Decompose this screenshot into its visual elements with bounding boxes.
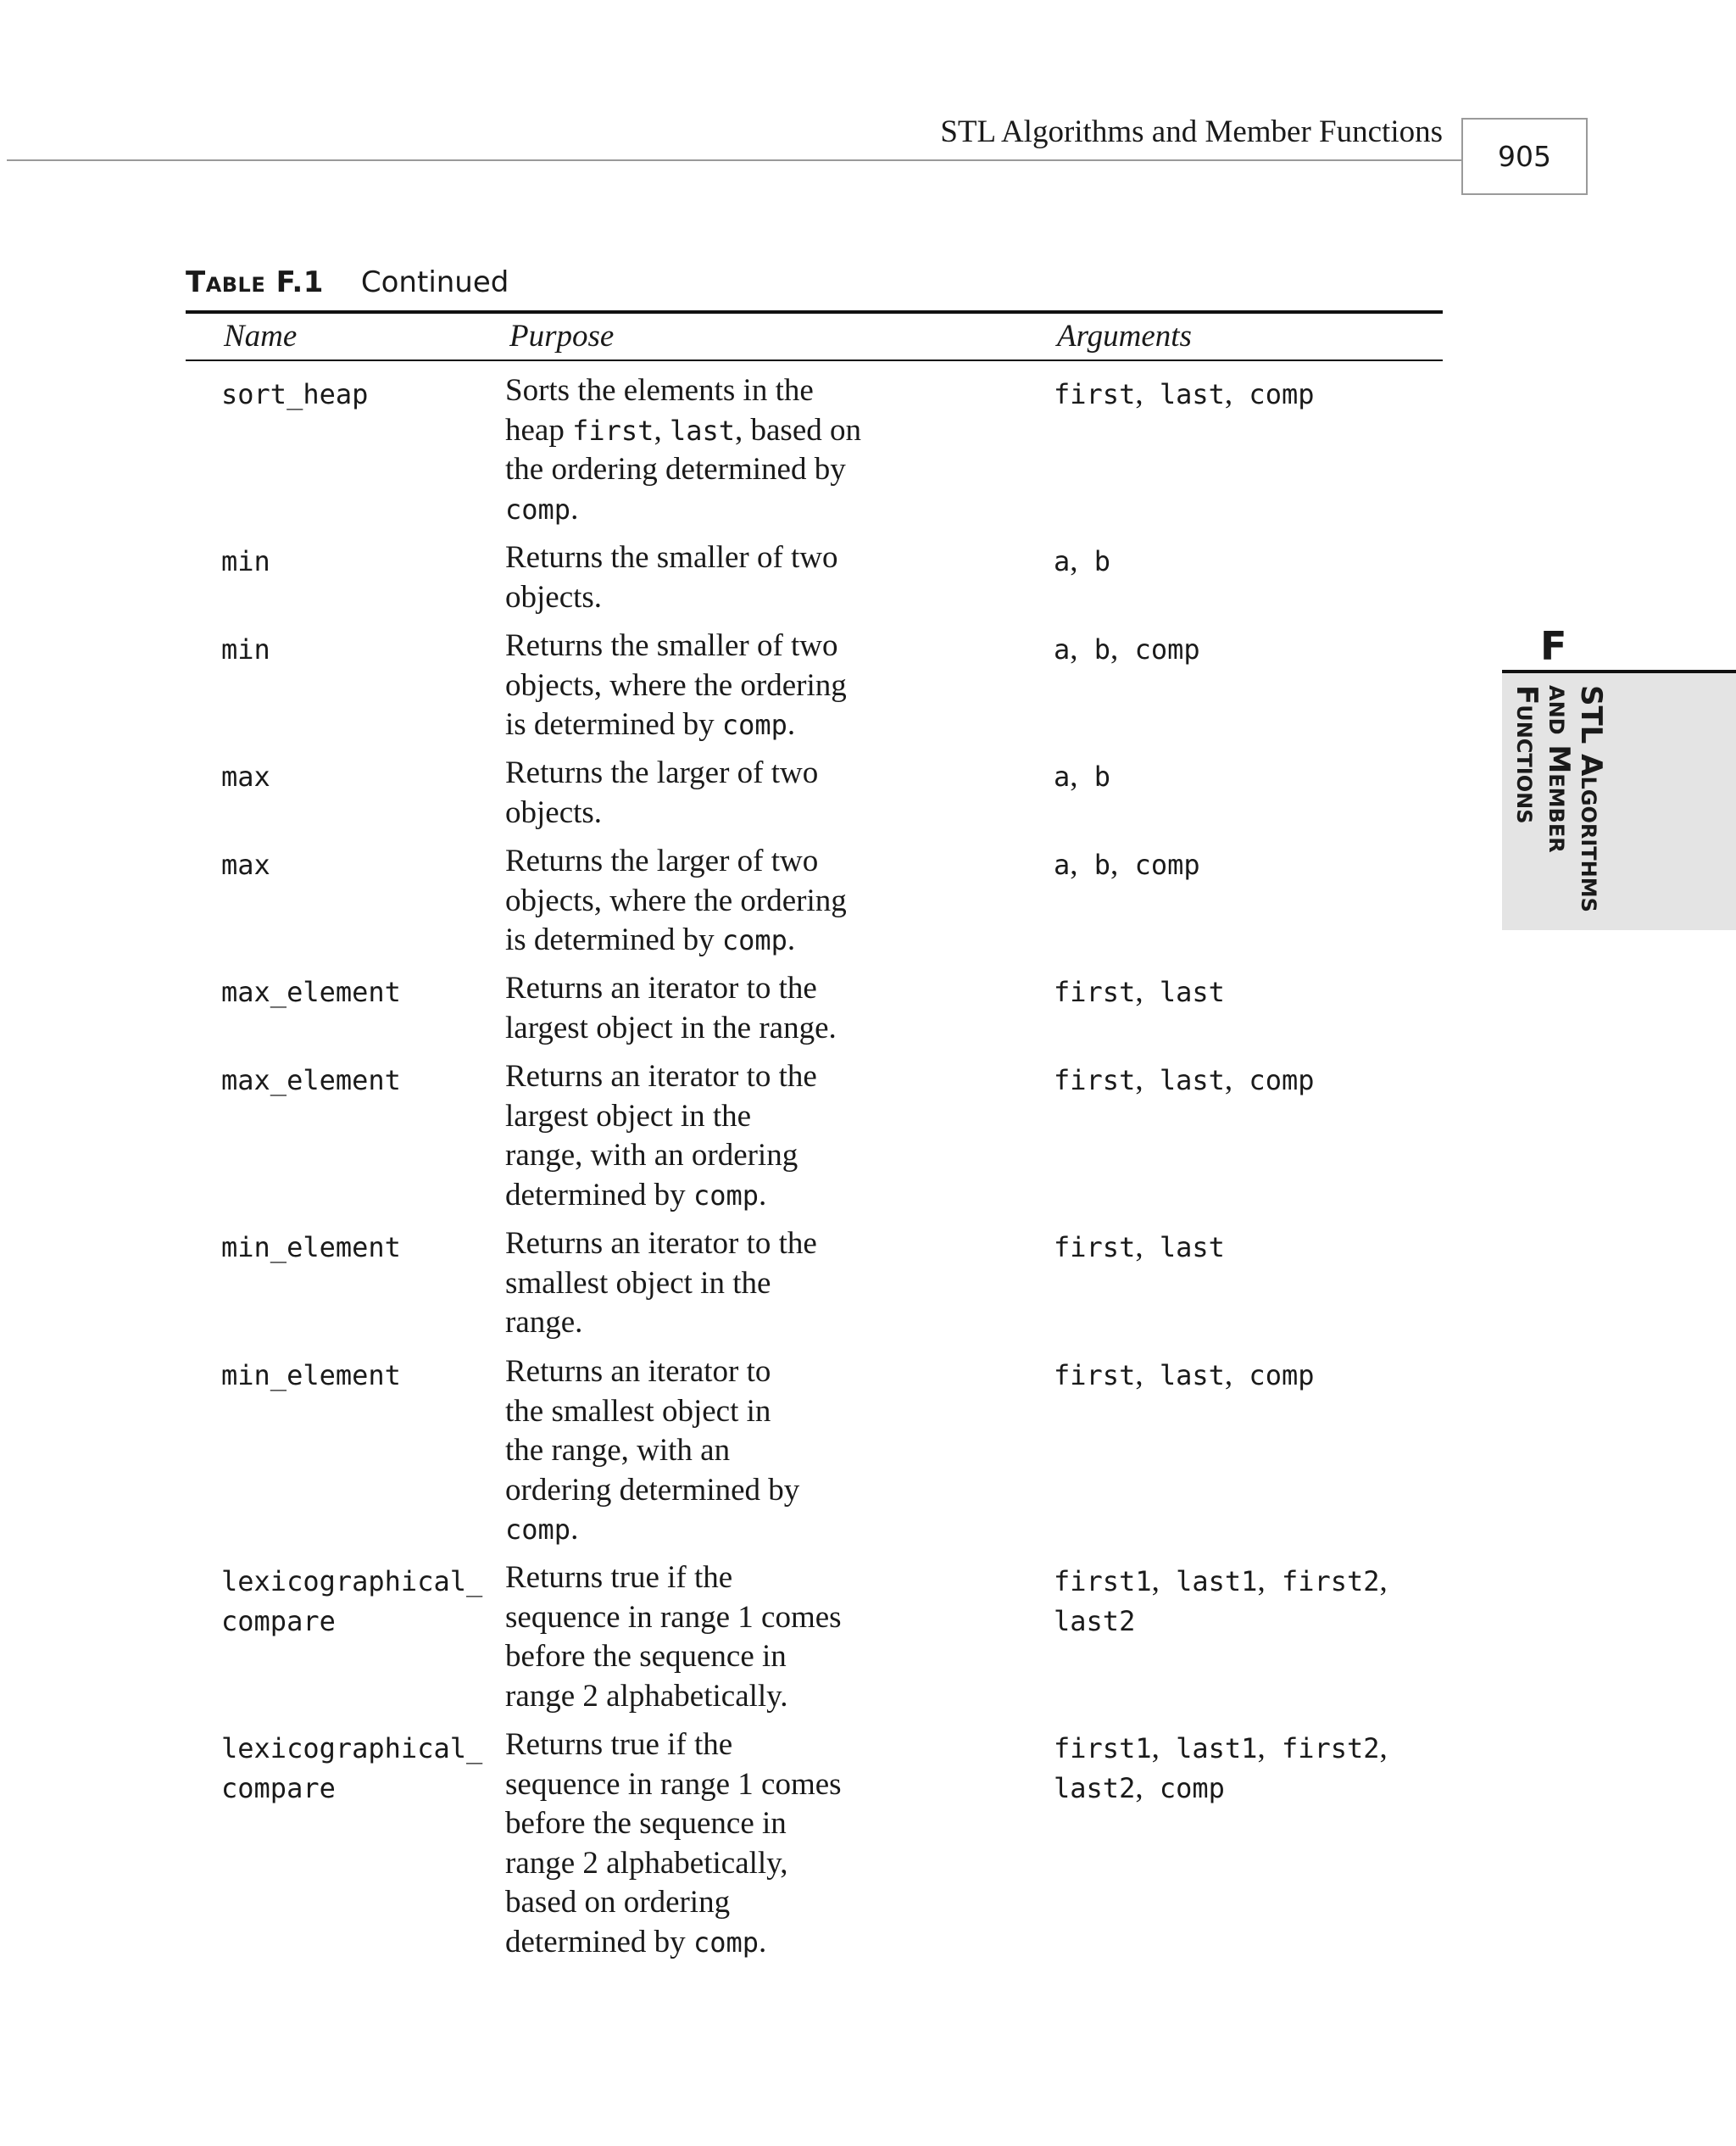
function-purpose bbox=[505, 538, 838, 617]
function-arguments bbox=[1054, 630, 1200, 670]
header-purpose: Purpose bbox=[509, 319, 615, 354]
inline-code: comp bbox=[721, 924, 787, 957]
function-purpose bbox=[505, 1725, 842, 1963]
thumb-tab-line: and Member bbox=[1542, 685, 1576, 853]
function-name: min_element bbox=[221, 1231, 401, 1263]
inline-code: first bbox=[572, 414, 654, 447]
function-name: sort_heap bbox=[221, 378, 369, 410]
function-purpose bbox=[505, 969, 837, 1048]
table-label: Table F.1 bbox=[186, 265, 324, 299]
function-arguments bbox=[1054, 1562, 1388, 1641]
table-caption-text: Continued bbox=[360, 265, 509, 299]
purpose-line: before the sequence in bbox=[505, 1639, 787, 1675]
inline-code: last bbox=[669, 414, 735, 447]
function-arguments bbox=[1054, 845, 1200, 885]
purpose-line: objects, where the ordering bbox=[505, 667, 847, 703]
function-arguments bbox=[1054, 1356, 1314, 1396]
running-head: STL Algorithms and Member Functions bbox=[940, 114, 1443, 149]
purpose-line: heap first, last, based on bbox=[505, 412, 861, 448]
function-arguments bbox=[1054, 1729, 1388, 1808]
thumb-tab-line: STL Algorithms bbox=[1574, 685, 1608, 912]
arguments-line: a, b, comp bbox=[1054, 847, 1200, 882]
purpose-line: Sorts the elements in the bbox=[505, 373, 814, 408]
purpose-line: objects. bbox=[505, 794, 603, 830]
function-purpose bbox=[505, 1224, 817, 1343]
arguments-line: first, last, comp bbox=[1054, 1357, 1315, 1392]
purpose-line: is determined by comp. bbox=[505, 923, 796, 958]
function-arguments bbox=[1054, 1228, 1225, 1268]
purpose-line: determined by comp. bbox=[505, 1924, 767, 1959]
purpose-line: largest object in the bbox=[505, 1098, 752, 1134]
function-purpose bbox=[505, 627, 847, 745]
inline-code: comp bbox=[693, 1926, 759, 1959]
purpose-line: Returns the smaller of two bbox=[505, 628, 838, 663]
purpose-line: the smallest object in bbox=[505, 1393, 771, 1429]
purpose-line: the range, with an bbox=[505, 1433, 731, 1469]
purpose-line: sequence in range 1 comes bbox=[505, 1766, 842, 1802]
purpose-line: range, with an ordering bbox=[505, 1138, 798, 1173]
purpose-line: Returns the larger of two bbox=[505, 755, 819, 790]
arguments-line: first, last bbox=[1054, 1229, 1225, 1264]
arguments-line: first1, last1, first2, bbox=[1054, 1731, 1388, 1765]
purpose-line: objects, where the ordering bbox=[505, 883, 847, 918]
function-name: max bbox=[221, 761, 270, 793]
purpose-line: Returns an iterator to the bbox=[505, 1226, 817, 1261]
purpose-line: range 2 alphabetically. bbox=[505, 1678, 788, 1714]
header-name: Name bbox=[224, 319, 298, 354]
function-name: lexicographical_ compare bbox=[221, 1565, 483, 1637]
purpose-line: determined by comp. bbox=[505, 1177, 767, 1212]
purpose-line: Returns true if the bbox=[505, 1727, 733, 1762]
purpose-line: largest object in the range. bbox=[505, 1010, 837, 1045]
purpose-line: before the sequence in bbox=[505, 1806, 787, 1842]
arguments-line: first, last bbox=[1054, 974, 1225, 1009]
purpose-line: is determined by comp. bbox=[505, 707, 796, 743]
arguments-line: last2, comp bbox=[1054, 1770, 1225, 1805]
function-arguments bbox=[1054, 973, 1225, 1012]
purpose-line: range. bbox=[505, 1305, 583, 1341]
function-purpose bbox=[505, 1352, 799, 1550]
function-purpose bbox=[505, 371, 861, 529]
function-purpose bbox=[505, 754, 818, 833]
arguments-line: a, b, comp bbox=[1054, 632, 1200, 666]
arguments-line: a, b bbox=[1054, 759, 1111, 794]
function-arguments bbox=[1054, 542, 1110, 582]
function-name: max_element bbox=[221, 1064, 401, 1096]
purpose-line: Returns an iterator to the bbox=[505, 1059, 817, 1094]
purpose-line: Returns the larger of two bbox=[505, 844, 819, 878]
arguments-line: last2 bbox=[1054, 1604, 1136, 1637]
function-purpose bbox=[505, 842, 847, 961]
purpose-line: comp. bbox=[505, 1512, 579, 1547]
function-name: min bbox=[221, 633, 270, 666]
table-caption bbox=[186, 265, 509, 299]
purpose-line: range 2 alphabetically, bbox=[505, 1845, 788, 1881]
purpose-line: Returns an iterator to the bbox=[505, 971, 817, 1006]
inline-code: comp bbox=[693, 1179, 759, 1212]
purpose-line: smallest object in the bbox=[505, 1265, 771, 1301]
thumb-tab-letter: F bbox=[1540, 623, 1567, 669]
inline-code: comp bbox=[721, 709, 787, 742]
header-rule bbox=[7, 159, 1461, 161]
function-purpose bbox=[505, 1558, 842, 1716]
function-arguments bbox=[1054, 375, 1314, 415]
purpose-line: sequence in range 1 comes bbox=[505, 1599, 842, 1635]
purpose-line: comp. bbox=[505, 491, 579, 527]
purpose-line: objects. bbox=[505, 579, 603, 615]
thumb-tab-text bbox=[1511, 685, 1607, 912]
function-name: lexicographical_ compare bbox=[221, 1732, 483, 1804]
table-header-rule bbox=[186, 360, 1443, 361]
header-arguments: Arguments bbox=[1057, 319, 1192, 354]
purpose-line: Returns true if the bbox=[505, 1560, 733, 1595]
function-name: max_element bbox=[221, 976, 401, 1008]
thumb-tab-rule bbox=[1502, 670, 1736, 673]
function-name: min_element bbox=[221, 1359, 401, 1391]
function-name: max bbox=[221, 849, 270, 881]
purpose-line: ordering determined by bbox=[505, 1472, 800, 1508]
inline-code: comp bbox=[505, 1513, 571, 1547]
function-name: min bbox=[221, 545, 270, 577]
arguments-line: first1, last1, first2, bbox=[1054, 1564, 1388, 1598]
page-number: 905 bbox=[1461, 118, 1588, 195]
table-top-rule bbox=[186, 310, 1443, 314]
inline-code: comp bbox=[505, 493, 571, 526]
function-arguments bbox=[1054, 1061, 1314, 1101]
arguments-line: a, b bbox=[1054, 543, 1111, 578]
function-arguments bbox=[1054, 757, 1110, 797]
function-purpose bbox=[505, 1057, 817, 1215]
purpose-line: Returns an iterator to bbox=[505, 1354, 771, 1389]
purpose-line: based on ordering bbox=[505, 1885, 731, 1920]
purpose-line: Returns the smaller of two bbox=[505, 540, 838, 575]
thumb-tab-line: Functions bbox=[1510, 685, 1544, 824]
purpose-line: the ordering determined by bbox=[505, 452, 846, 488]
arguments-line: first, last, comp bbox=[1054, 376, 1315, 411]
arguments-line: first, last, comp bbox=[1054, 1062, 1315, 1097]
